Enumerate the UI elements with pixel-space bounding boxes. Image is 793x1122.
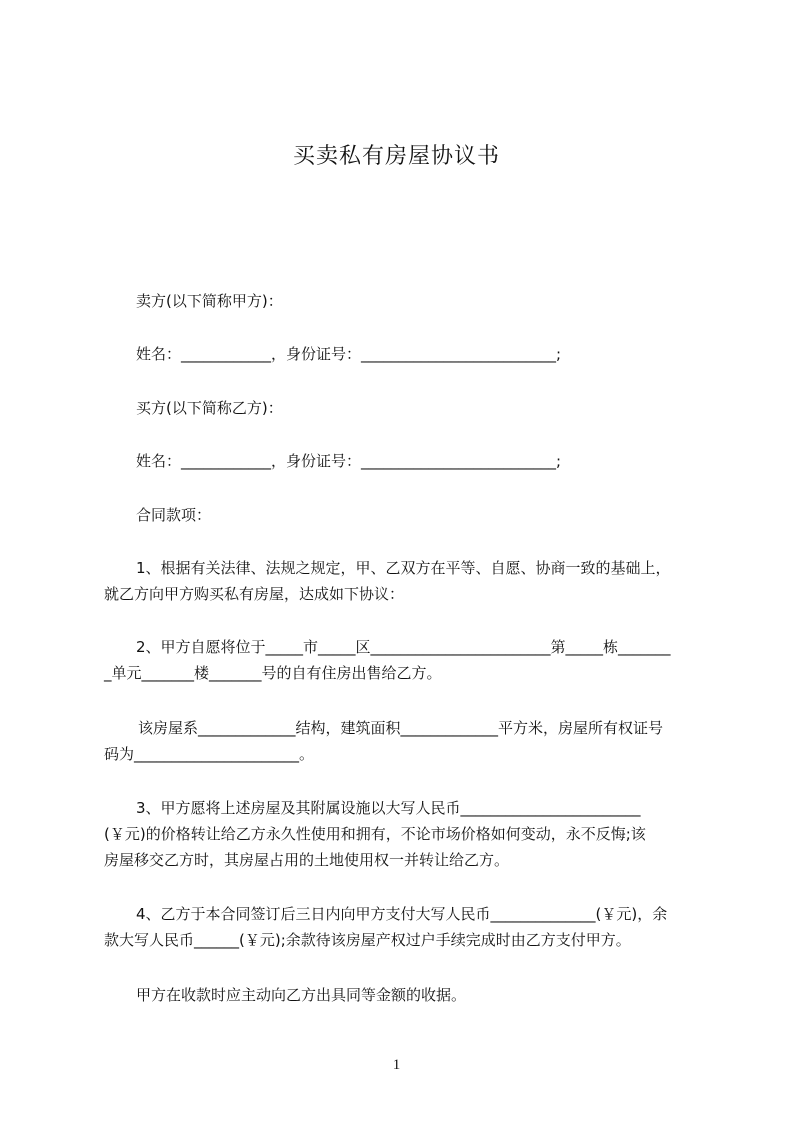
- clause4-line1: 4、乙方于本合同签订后三日内向甲方支付大写人民币______________(￥元)，余: [136, 905, 668, 923]
- buyer-info-line: 姓名：____________，身份证号：__________________________;: [136, 452, 562, 470]
- clause3-line2: (￥元)的价格转让给乙方永久性使用和拥有，不论市场价格如何变动，永不反悔;该: [104, 825, 646, 843]
- clause3-line3: 房屋移交乙方时，其房屋占用的土地使用权一并转让给乙方。: [104, 851, 510, 869]
- clause4-line2: 款大写人民币______(￥元);余款待该房屋产权过户手续完成时由乙方支付甲方。: [104, 931, 631, 949]
- property-line1: 该房屋系_____________结构，建筑面积_____________平方米，房屋所有权证号: [138, 719, 664, 737]
- clause3-line1: 3、甲方愿将上述房屋及其附属设施以大写人民币________________________: [136, 799, 641, 817]
- terms-heading: 合同款项：: [136, 506, 212, 524]
- clause2-line1: 2、甲方自愿将位于_____市_____区________________________第_____栋_______: [136, 638, 671, 656]
- clause2-line2: _单元_______楼_______号的自有住房出售给乙方。: [104, 664, 442, 682]
- seller-info-line: 姓名：____________，身份证号：__________________________;: [136, 345, 562, 363]
- property-line2: 码为______________________。: [104, 745, 315, 763]
- page-number: 1: [392, 1057, 401, 1073]
- clause1-line2: 就乙方向甲方购买私有房屋，达成如下协议：: [104, 585, 405, 603]
- clause1-line1: 1、根据有关法律、法规之规定，甲、乙双方在平等、自愿、协商一致的基础上，: [136, 559, 671, 577]
- document-title: 买卖私有房屋协议书: [292, 144, 500, 169]
- receipt-note: 甲方在收款时应主动向乙方出具同等金额的收据。: [136, 986, 467, 1004]
- buyer-heading: 买方(以下简称乙方)：: [136, 399, 283, 417]
- seller-heading: 卖方(以下简称甲方)：: [136, 292, 283, 310]
